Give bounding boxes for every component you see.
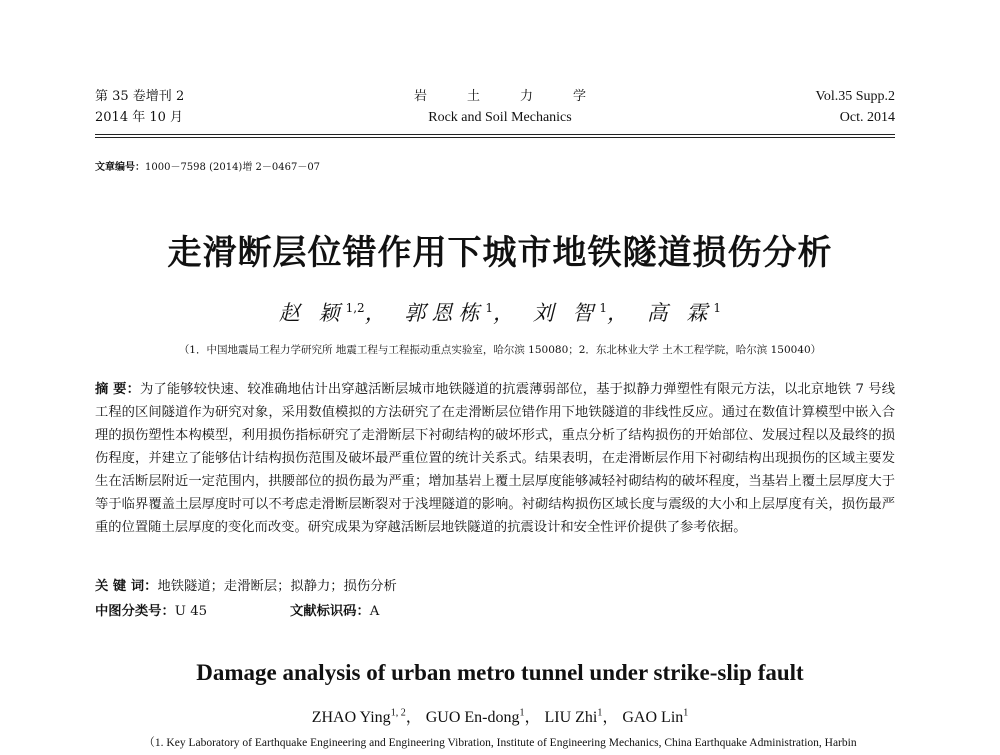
volume-en: Vol.35 Supp.2 [815, 89, 895, 104]
journal-name-en: Rock and Soil Mechanics [428, 110, 572, 125]
abstract-text: 为了能够较快速、较准确地估计出穿越活断层城市地铁隧道的抗震薄弱部位，基于拟静力弹塑性有限元方法，以北京地铁 7 号线工程的区间隧道作为研究对象，采用数值模拟的方法研究了在走滑断层位错作用下地铁隧道的非线性反应。通过在数值计算模型中嵌入合理的损伤塑性本构模型，利用损伤指标研究了走滑断层下衬砌结构的破坏形式，重点分析了结构损伤的开始部位、发展过程以及最终的损伤程度，并建立了能够估计结构损伤范围及破坏最严重位置的统计关系式。结果表明，在走滑断层作用下衬砌结构出现损伤的区域主要发生在活断层附近一定范围内，拱腰部位的损伤最为严重；增加基岩上覆土层厚度能够减轻衬砌结构的破坏程度，当基岩上覆土层厚度大于等于临界覆盖土层厚度时可以不考虑走滑断层断裂对于浅埋隧道的影响。衬砌结构损伤区域长度与震级的大小和上层厚度有关，损伤最严重的位置随土层厚度的变化而改变。研究成果为穿越活断层地铁隧道的抗震设计和安全性评价提供了参考依据。 [95, 382, 895, 535]
article-number [95, 158, 320, 173]
keywords-text: 地铁隧道；走滑断层；拟静力；损伤分析 [157, 579, 397, 594]
author-separator: ， [607, 301, 635, 325]
author-en: GAO Lin [622, 709, 684, 726]
header-rule-bottom [95, 137, 895, 138]
title-cn: 走滑断层位错作用下城市地铁隧道损伤分析 [167, 233, 833, 273]
document-code [290, 600, 379, 619]
journal-volume-cn: 第 35 卷增刊 2 [95, 89, 185, 104]
author-separator: ， [524, 709, 541, 726]
author-affil-sup: 1,2 [345, 301, 365, 315]
journal-name [360, 86, 640, 128]
title-en: Damage analysis of urban metro tunnel under strike-slip fault [196, 660, 804, 685]
authors-cn [0, 297, 1000, 327]
author-affil-sup: 1 [485, 301, 494, 315]
clc-number [95, 600, 207, 619]
author-cn: 高 霖 [646, 301, 714, 325]
author-cn: 刘 智 [532, 301, 600, 325]
author-separator: ， [364, 301, 392, 325]
journal-issue-info-en [816, 86, 895, 128]
journal-issue-info-cn [95, 86, 184, 128]
clc-label: 中图分类号： [95, 604, 175, 619]
author-en: GUO En-dong [425, 709, 520, 726]
abstract-label: 摘 要： [95, 382, 141, 397]
author-cn: 赵 颖 [278, 301, 346, 325]
journal-name-cn: 岩土力学 [413, 89, 626, 104]
author-separator: ， [493, 301, 521, 325]
author-affil-sup: 1 [683, 707, 689, 719]
abstract [95, 378, 895, 539]
authors-en [0, 704, 1000, 727]
keywords-label: 关 键 词： [95, 579, 158, 594]
affiliations-cn: （1．中国地震局工程力学研究所 地震工程与工程振动重点实验室，哈尔滨 150080；2．东北林业大学 土木工程学院，哈尔滨 150040） [178, 344, 822, 356]
article-number-value: 1000－7598 (2014)增 2－0467－07 [145, 162, 321, 173]
journal-date-cn: 2014 年 10 月 [95, 110, 184, 125]
affiliations-en: （1. Key Laboratory of Earthquake Engineering and Engineering Vibration, Institute of Engineering Mechanics, China Earthquake Administration, Harbin [143, 737, 857, 749]
author-affil-sup: 1 [599, 301, 608, 315]
author-separator: ， [602, 709, 619, 726]
author-affil-sup: 1, 2 [390, 707, 406, 719]
keywords [95, 575, 397, 594]
author-affil-sup: 1 [597, 707, 603, 719]
date-en: Oct. 2014 [839, 110, 895, 125]
article-number-label: 文章编号： [95, 162, 145, 173]
author-en: LIU Zhi [544, 709, 598, 726]
author-separator: ， [405, 709, 422, 726]
author-cn: 郭恩栋 [404, 301, 486, 325]
author-affil-sup: 1 [713, 301, 722, 315]
header-rule-top [95, 134, 895, 135]
clc-value: U 45 [174, 604, 208, 619]
author-en: ZHAO Ying [311, 709, 391, 726]
document-code-label: 文献标识码： [290, 604, 370, 619]
document-code-value: A [369, 604, 380, 619]
author-affil-sup: 1 [519, 707, 525, 719]
